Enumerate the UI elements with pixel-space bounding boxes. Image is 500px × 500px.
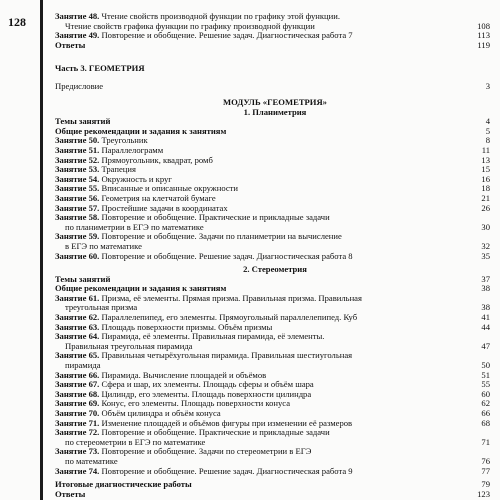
section1-title: 1. Планиметрия	[243, 106, 307, 117]
toc-entry-text	[55, 252, 353, 262]
toc-entry-page: 51	[481, 369, 490, 380]
toc-entry-page: 68	[481, 417, 490, 428]
toc-entry-title: Чтение свойств графика функции по графику производной функции	[65, 21, 315, 31]
toc-row	[55, 428, 495, 438]
toc-row	[55, 323, 495, 333]
toc-row	[55, 31, 495, 41]
toc-entry-lead: Занятие 64.	[55, 332, 100, 342]
toc-entry-title: Треугольник	[99, 136, 148, 146]
toc-entry-page: 119	[477, 39, 490, 50]
top-entries	[55, 12, 495, 50]
toc-entry-lead: Занятие 54.	[55, 174, 100, 184]
toc-entry-title: Повторение и обобщение. Практические и прикладные задачи	[99, 213, 330, 223]
toc-row	[55, 419, 495, 429]
toc-entry-lead: Общие рекомендации и задания к занятиям	[55, 284, 227, 294]
toc-entry-title: Чтение свойств производной функции по графику этой функции.	[99, 12, 340, 21]
toc-entry-text	[65, 438, 205, 448]
toc-entry-text	[55, 204, 228, 214]
toc-entry-text	[55, 390, 311, 400]
toc-entry-lead: Занятие 70.	[55, 409, 100, 418]
toc-row	[55, 399, 495, 409]
toc-entry-lead: Занятие 66.	[55, 370, 100, 380]
toc-row	[55, 294, 495, 304]
toc-entry-text	[55, 351, 352, 361]
toc-entry-text	[55, 12, 340, 22]
toc-entry-lead: Занятие 58.	[55, 213, 100, 223]
toc-entry-text	[55, 194, 216, 204]
toc-entry-text	[55, 165, 136, 175]
toc-entry-page: 11	[481, 144, 490, 155]
toc-entry-page: 55	[481, 379, 490, 390]
toc-entry-title: Повторение и обобщение. Решение задач. Диагностическая работа 7	[99, 31, 353, 41]
toc-row	[55, 342, 495, 352]
toc-entry-title: треугольная призма	[65, 303, 138, 313]
toc-entry-lead: Занятие 52.	[55, 155, 100, 165]
toc-entry-page: 13	[481, 154, 490, 165]
section1-entries	[55, 117, 495, 261]
toc-entry-text	[55, 117, 110, 127]
part3-heading-row	[55, 64, 495, 74]
toc-entry-text	[65, 361, 101, 371]
toc-entry-text	[55, 428, 330, 438]
toc-entry-lead: Темы занятий	[55, 117, 111, 127]
module-block	[55, 98, 495, 499]
toc-entry-page: 123	[477, 488, 490, 499]
toc-entry-text	[55, 284, 226, 294]
toc-row	[55, 117, 495, 127]
toc-row	[55, 136, 495, 146]
toc-entry-text	[55, 490, 85, 500]
toc-entry-page: 60	[481, 388, 490, 399]
toc-row	[55, 457, 495, 467]
toc-entry-text	[55, 419, 352, 429]
toc-row	[55, 127, 495, 137]
toc-row	[55, 146, 495, 156]
toc-entry-lead: Занятие 65.	[55, 351, 100, 361]
toc-entry-lead: Темы занятий	[55, 274, 111, 284]
toc-entry-title: Конус, его элементы. Площадь поверхности конуса	[99, 399, 291, 409]
margin-rule	[40, 0, 43, 500]
toc-entry-title: Геометрия на клетчатой бумаге	[99, 193, 216, 203]
toc-row	[55, 194, 495, 204]
toc-entry-lead: Занятие 69.	[55, 399, 100, 409]
toc-entry-title: Объём цилиндра и объём конуса	[99, 409, 221, 418]
toc-row	[55, 351, 495, 361]
toc-entry-title: Повторение и обобщение. Задачи по планиметрии на вычисление	[99, 232, 342, 242]
toc-entry-lead: Занятие 61.	[55, 293, 100, 303]
preface-page: 3	[485, 80, 490, 91]
toc-entry-page: 18	[481, 183, 490, 194]
toc-entry-title: Параллелепипед, его элементы. Прямоугольный параллелепипед. Куб	[99, 313, 358, 323]
final-entries	[55, 480, 495, 499]
toc-entry-title: по математике	[65, 456, 118, 466]
toc-entry-page: 15	[481, 164, 490, 175]
toc-entry-page: 26	[481, 202, 490, 213]
toc-row	[55, 371, 495, 381]
toc-entry-title: по планиметрии в ЕГЭ по математике	[65, 222, 204, 232]
toc-entry-text	[55, 156, 213, 166]
toc-entry-text	[65, 223, 204, 233]
toc-entry-page: 44	[481, 321, 490, 332]
toc-row	[55, 223, 495, 233]
toc-entry-text	[65, 342, 193, 352]
toc-entry-text	[55, 467, 353, 477]
toc-entry-lead: Занятие 72.	[55, 428, 100, 438]
section2-entries	[55, 275, 495, 476]
toc-entry-title: по стереометрии в ЕГЭ по математике	[65, 437, 206, 447]
toc-entry-text	[55, 213, 330, 223]
toc-entry-text	[55, 184, 238, 194]
toc-entry-title: Прямоугольник, квадрат, ромб	[99, 155, 213, 165]
toc-entry-text	[55, 323, 272, 333]
part3-block	[55, 64, 495, 91]
toc-entry-lead: Занятие 62.	[55, 313, 100, 323]
section2-title: 2. Стереометрия	[243, 264, 307, 275]
toc-entry-lead: Итоговые диагностические работы	[55, 480, 192, 490]
toc-entry-page: 41	[481, 312, 490, 323]
toc-entry-title: Правильная треугольная пирамида	[65, 341, 193, 351]
toc-row	[55, 313, 495, 323]
toc-entry-page: 108	[477, 20, 490, 31]
toc-entry-text	[55, 41, 85, 51]
toc-entry-text	[55, 136, 148, 146]
toc-entry-title: в ЕГЭ по математике	[65, 241, 142, 251]
toc-entry-text	[55, 409, 221, 419]
toc-row	[55, 361, 495, 371]
toc-row	[55, 467, 495, 477]
toc-entry-page: 71	[481, 436, 490, 447]
toc-entry-title: Повторение и обобщение. Практические и прикладные задачи	[99, 428, 330, 438]
toc-entry-page: 21	[481, 192, 490, 203]
toc-entry-title: Повторение и обобщение. Решение задач. Диагностическая работа 9	[99, 466, 353, 476]
toc-entry-title: Площадь поверхности призмы. Объём призмы	[99, 322, 273, 332]
toc-entry-title: Правильная четырёхугольная пирамида. Правильная шестиугольная	[99, 351, 353, 361]
toc-entry-lead: Занятие 68.	[55, 389, 100, 399]
toc-entry-text	[55, 127, 226, 137]
toc-entry-page: 16	[481, 173, 490, 184]
toc-entry-page: 38	[481, 302, 490, 313]
toc-entry-text	[65, 242, 142, 252]
toc-entry-title: пирамида	[65, 361, 101, 371]
toc-row	[55, 204, 495, 214]
toc-row	[55, 22, 495, 32]
toc-entry-title: Сфера и шар, их элементы. Площадь сферы и объём шара	[99, 380, 314, 390]
toc-entry-lead: Занятие 50.	[55, 136, 100, 146]
toc-row	[55, 390, 495, 400]
toc-entry-title: Изменение площадей и объёмов фигуры при изменении её размеров	[99, 418, 353, 428]
toc-row	[55, 12, 495, 22]
toc-entry-lead: Занятие 57.	[55, 203, 100, 213]
toc-entry-title: Вписанные и описанные окружности	[99, 184, 239, 194]
toc-entry-text	[55, 294, 362, 304]
toc-row	[55, 284, 495, 294]
toc-entry-page: 4	[485, 116, 490, 127]
toc-entry-text	[55, 332, 324, 342]
toc-entry-page: 37	[481, 273, 490, 284]
toc-entry-lead: Занятие 56.	[55, 193, 100, 203]
toc-row	[55, 332, 495, 342]
toc-entry-lead: Ответы	[55, 40, 86, 50]
toc-entry-page: 62	[481, 398, 490, 409]
module-title: МОДУЛЬ «ГЕОМЕТРИЯ»	[223, 97, 327, 107]
toc-entry-lead: Занятие 55.	[55, 184, 100, 194]
toc-entry-page: 32	[481, 240, 490, 251]
toc-row	[55, 303, 495, 313]
toc-row	[55, 490, 495, 500]
part3-heading: Часть 3. ГЕОМЕТРИЯ	[55, 64, 145, 73]
toc-row	[55, 165, 495, 175]
toc-row	[55, 175, 495, 185]
toc-entry-lead: Ответы	[55, 489, 86, 499]
toc-row	[55, 242, 495, 252]
toc-entry-lead: Занятие 51.	[55, 145, 100, 155]
toc-entry-title: Призма, её элементы. Прямая призма. Правильная призма. Правильная	[99, 293, 362, 303]
toc-entry-title: Окружность и круг	[99, 174, 172, 184]
toc-entry-text	[55, 31, 353, 41]
toc-entry-page: 47	[481, 340, 490, 351]
toc-entry-text	[65, 22, 315, 32]
toc-entry-text	[55, 447, 311, 457]
toc-entry-text	[55, 399, 290, 409]
toc-row	[55, 41, 495, 51]
toc-entry-text	[55, 232, 342, 242]
toc-entry-lead: Занятие 73.	[55, 447, 100, 457]
toc-entry-title: Повторение и обобщение. Решение задач. Диагностическая работа 8	[99, 251, 353, 261]
toc-entry-page: 79	[481, 479, 490, 490]
toc-row	[55, 380, 495, 390]
toc-entry-page: 113	[477, 30, 490, 41]
toc-row	[55, 447, 495, 457]
toc-entry-page: 8	[485, 135, 490, 146]
toc-entry-text	[65, 457, 118, 467]
toc-entry-title: Пирамида. Вычисление площадей и объёмов	[99, 370, 267, 380]
toc-entry-title: Параллелограмм	[99, 145, 164, 155]
toc-entry-page: 30	[481, 221, 490, 232]
toc-entry-lead: Занятие 60.	[55, 251, 100, 261]
toc-row	[55, 480, 495, 490]
toc-entry-text	[55, 480, 192, 490]
toc-entry-text	[55, 380, 314, 390]
toc-entry-page: 5	[485, 125, 490, 136]
toc-row	[55, 156, 495, 166]
toc-entry-text	[55, 175, 172, 185]
toc-row	[55, 232, 495, 242]
toc-entry-lead: Занятие 59.	[55, 232, 100, 242]
toc-entry-lead: Занятие 67.	[55, 380, 100, 390]
toc-entry-text	[65, 303, 137, 313]
toc-entry-lead: Занятие 74.	[55, 466, 100, 476]
toc-row	[55, 275, 495, 285]
toc-row	[55, 213, 495, 223]
page-number: 128	[8, 15, 26, 29]
toc-entry-title: Трапеция	[99, 165, 136, 175]
toc-entry-text	[55, 371, 266, 381]
toc-row	[55, 184, 495, 194]
toc-entry-text	[55, 146, 163, 156]
toc-entry-page: 38	[481, 283, 490, 294]
toc-entry-page: 77	[481, 465, 490, 476]
toc-entry-page: 35	[481, 250, 490, 261]
toc-entry-text	[55, 275, 110, 285]
toc-row	[55, 252, 495, 262]
toc-entry-text	[55, 313, 357, 323]
toc-entry-page: 76	[481, 455, 490, 466]
toc-row	[55, 438, 495, 448]
preface-label: Предисловие	[55, 81, 104, 91]
toc-entry-page: 50	[481, 360, 490, 371]
toc-entry-lead: Занятие 49.	[55, 31, 100, 41]
toc-row	[55, 409, 495, 419]
toc-entry-title: Простейшие задачи в координатах	[99, 203, 228, 213]
toc-entry-lead: Занятие 48.	[55, 12, 100, 21]
toc-entry-title: Пирамида, её элементы. Правильная пирамида, её элементы.	[99, 332, 325, 342]
toc-entry-title: Повторение и обобщение. Задачи по стереометрии в ЕГЭ	[99, 447, 312, 457]
toc-entry-title: Цилиндр, его элементы. Площадь поверхности цилиндра	[99, 389, 312, 399]
table-of-contents	[55, 0, 495, 500]
preface-row	[55, 82, 495, 92]
toc-entry-lead: Занятие 53.	[55, 165, 100, 175]
toc-entry-lead: Занятие 63.	[55, 322, 100, 332]
toc-entry-lead: Занятие 71.	[55, 418, 100, 428]
toc-entry-lead: Общие рекомендации и задания к занятиям	[55, 126, 227, 136]
toc-entry-page: 66	[481, 408, 490, 418]
